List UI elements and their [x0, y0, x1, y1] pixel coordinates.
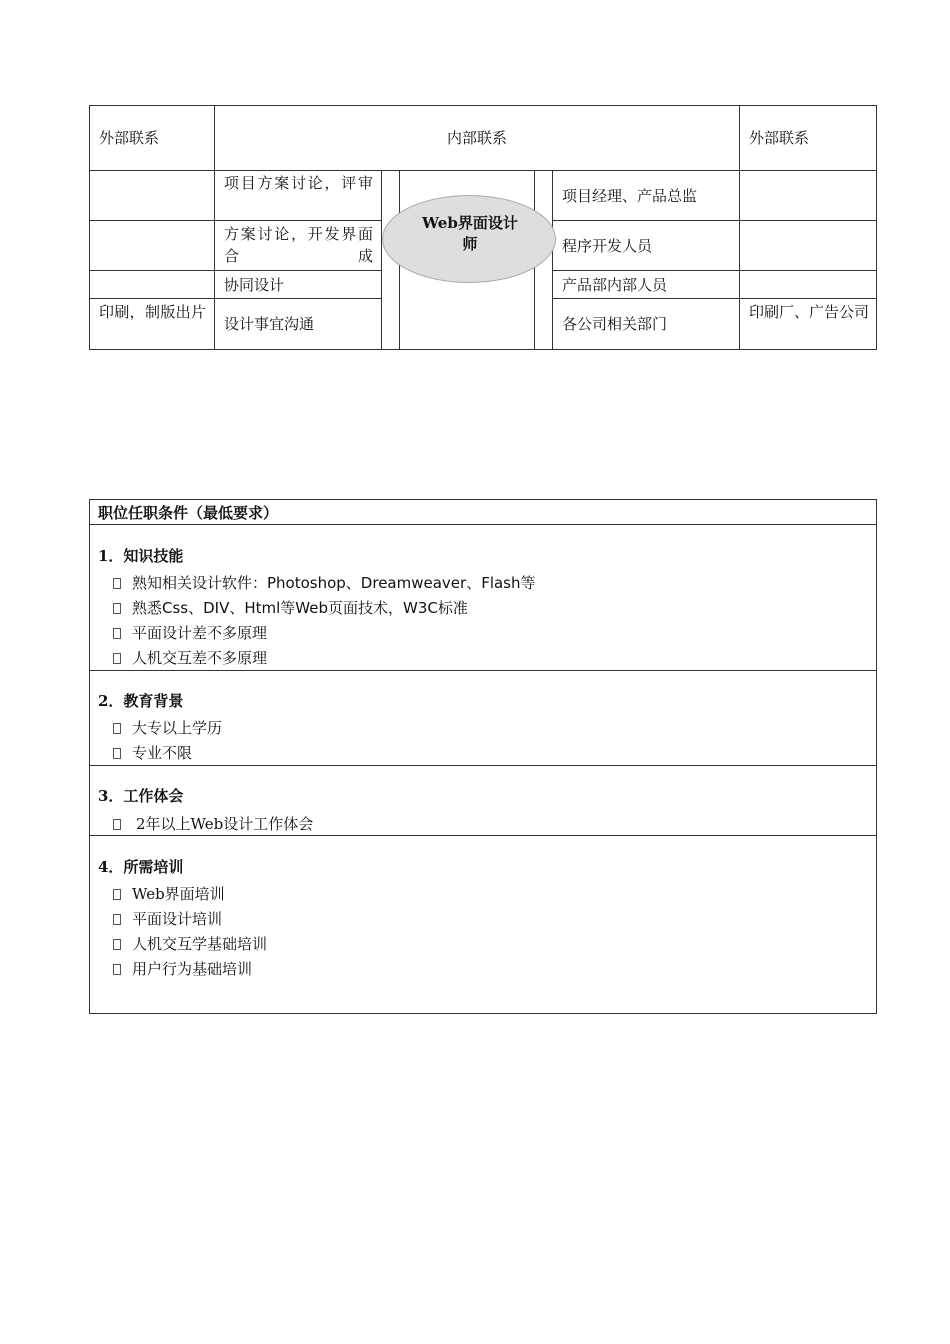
- header-external-left: 外部联系: [99, 129, 160, 147]
- requirements-title: 职位任职条件（最低要求）: [98, 504, 279, 522]
- list-item: 熟知相关设计软件：Photoshop、Dreamweaver、Flash等: [113, 572, 536, 593]
- header-internal: 内部联系: [446, 129, 507, 147]
- list-item: 大专以上学历: [113, 717, 222, 738]
- role-ellipse: [382, 195, 556, 283]
- role-label: Web界面设计师: [422, 214, 518, 253]
- list-item: 2年以上Web设计工作体会: [113, 813, 313, 834]
- row2-internal-right: 程序开发人员: [562, 237, 653, 255]
- row1-internal-left: 项目方案讨论，评审: [224, 174, 373, 192]
- bullet-icon: [113, 748, 121, 759]
- bullet-icon: [113, 653, 121, 664]
- header-external-right: 外部联系: [749, 129, 810, 147]
- bullet-icon: [113, 964, 121, 975]
- list-item: 专业不限: [113, 742, 192, 763]
- section-heading-education: 2．教育背景: [98, 692, 184, 710]
- bullet-icon: [113, 578, 121, 589]
- section-heading-training: 4．所需培训: [98, 858, 184, 876]
- bullet-icon: [113, 819, 121, 830]
- row2-internal-left: 方案讨论，开发界面合成: [224, 225, 373, 265]
- bullet-icon: [113, 914, 121, 925]
- bullet-icon: [113, 889, 121, 900]
- bullet-icon: [113, 723, 121, 734]
- list-item: 人机交互学基础培训: [113, 933, 267, 954]
- list-item: 平面设计差不多原理: [113, 622, 267, 643]
- row4-internal-left: 设计事宜沟通: [224, 315, 315, 333]
- list-item: Web界面培训: [113, 883, 225, 904]
- bullet-icon: [113, 939, 121, 950]
- row4-external-left: 印刷，制版出片: [99, 303, 206, 321]
- list-item: 用户行为基础培训: [113, 958, 252, 979]
- bullet-icon: [113, 603, 121, 614]
- row3-internal-right: 产品部内部人员: [562, 276, 668, 294]
- row1-internal-right: 项目经理、产品总监: [562, 187, 698, 205]
- row4-internal-right: 各公司相关部门: [562, 315, 668, 333]
- section-heading-experience: 3．工作体会: [98, 787, 184, 805]
- row4-external-right: 印刷厂、广告公司: [749, 303, 870, 321]
- section-heading-knowledge: 1．知识技能: [98, 547, 184, 565]
- list-item: 熟悉Css、DIV、Html等Web页面技术，W3C标准: [113, 597, 468, 618]
- list-item: 平面设计培训: [113, 908, 222, 929]
- row3-internal-left: 协同设计: [224, 276, 285, 294]
- bullet-icon: [113, 628, 121, 639]
- list-item: 人机交互差不多原理: [113, 647, 267, 668]
